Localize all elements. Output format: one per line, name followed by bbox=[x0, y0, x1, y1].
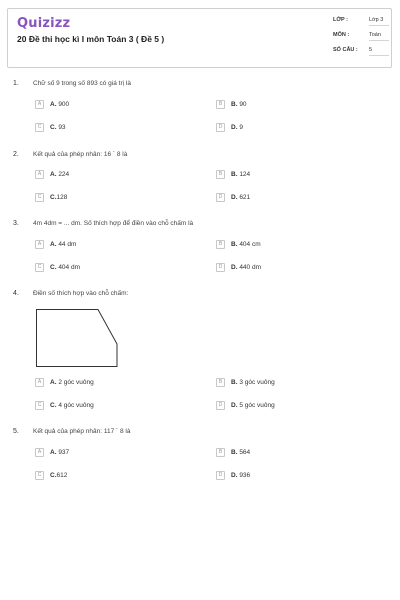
meta-count-line bbox=[369, 55, 389, 56]
meta-subject-line bbox=[369, 40, 389, 41]
question-3-option-a[interactable] bbox=[35, 239, 76, 249]
question-5-text: Kết quả của phép nhân: 117 ´ 8 là bbox=[33, 428, 131, 435]
question-3-text: 4m 4dm = ... dm. Số thích hợp để điền vào chỗ chấm là bbox=[33, 220, 194, 227]
option-letter: B bbox=[216, 170, 225, 179]
option-text: 224 bbox=[58, 170, 70, 178]
meta-subject-key: MÔN : bbox=[333, 32, 350, 38]
question-5-option-d[interactable] bbox=[216, 470, 250, 480]
option-letter: C bbox=[35, 123, 44, 132]
option-text: 937 bbox=[58, 448, 70, 456]
option-label: A. bbox=[50, 448, 57, 456]
meta-subject-value: Toán bbox=[369, 32, 381, 38]
question-3-option-c[interactable] bbox=[35, 262, 80, 272]
question-4-option-c[interactable] bbox=[35, 400, 94, 410]
option-letter: B bbox=[216, 240, 225, 249]
option-letter: C bbox=[35, 471, 44, 480]
option-letter: A bbox=[35, 240, 44, 249]
question-5-option-b[interactable] bbox=[216, 447, 250, 457]
option-label: A. bbox=[50, 378, 57, 386]
question-5-number: 5. bbox=[13, 428, 19, 435]
option-text: 9 bbox=[239, 123, 243, 131]
option-label: D. bbox=[231, 123, 238, 131]
option-letter: B bbox=[216, 448, 225, 457]
option-label: D. bbox=[231, 263, 238, 271]
option-letter: A bbox=[35, 448, 44, 457]
meta-class-key: LỚP : bbox=[333, 17, 348, 23]
option-letter: D bbox=[216, 401, 225, 410]
meta-count-key: SỐ CÂU : bbox=[333, 47, 358, 53]
option-letter: C bbox=[35, 193, 44, 202]
meta-count-value: 5 bbox=[369, 47, 373, 53]
question-2-option-a[interactable] bbox=[35, 169, 69, 179]
question-4-option-b[interactable] bbox=[216, 377, 275, 387]
option-letter: A bbox=[35, 170, 44, 179]
option-label: B. bbox=[231, 448, 238, 456]
option-letter: B bbox=[216, 378, 225, 387]
option-label: D. bbox=[231, 471, 238, 479]
worksheet-header bbox=[7, 8, 392, 68]
option-label: B. bbox=[231, 378, 238, 386]
quizizz-logo: Quizizz bbox=[17, 16, 71, 31]
question-1-option-a[interactable] bbox=[35, 99, 69, 109]
question-5-option-c[interactable] bbox=[35, 470, 67, 480]
question-4-option-a[interactable] bbox=[35, 377, 94, 387]
option-label: C. bbox=[50, 193, 57, 201]
option-label: A. bbox=[50, 240, 57, 248]
option-text: 90 bbox=[239, 100, 247, 108]
option-label: B. bbox=[231, 100, 238, 108]
question-2-text: Kết quả của phép nhân: 16 ´ 8 là bbox=[33, 151, 128, 158]
question-2-option-b[interactable] bbox=[216, 169, 250, 179]
question-4-text: Điền số thích hợp vào chỗ chấm: bbox=[33, 290, 129, 297]
option-label: D. bbox=[231, 193, 238, 201]
question-4-polygon-figure bbox=[35, 308, 119, 368]
question-3-number: 3. bbox=[13, 220, 19, 227]
option-letter: D bbox=[216, 123, 225, 132]
option-text: 4 góc vuông bbox=[58, 401, 94, 409]
question-1-option-d[interactable] bbox=[216, 122, 243, 132]
option-letter: A bbox=[35, 378, 44, 387]
option-letter: C bbox=[35, 401, 44, 410]
question-3-option-d[interactable] bbox=[216, 262, 261, 272]
question-1-text: Chữ số 9 trong số 893 có giá trị là bbox=[33, 80, 131, 87]
option-letter: D bbox=[216, 263, 225, 272]
option-label: A. bbox=[50, 100, 57, 108]
option-label: C. bbox=[50, 401, 57, 409]
option-letter: B bbox=[216, 100, 225, 109]
option-letter: D bbox=[216, 471, 225, 480]
option-text: 612 bbox=[56, 471, 68, 479]
option-text: 404 dm bbox=[58, 263, 80, 271]
option-label: B. bbox=[231, 170, 238, 178]
option-text: 3 góc vuông bbox=[239, 378, 275, 386]
question-2-option-d[interactable] bbox=[216, 192, 250, 202]
option-text: 621 bbox=[239, 193, 251, 201]
option-text: 936 bbox=[239, 471, 251, 479]
option-label: D. bbox=[231, 401, 238, 409]
question-4-option-d[interactable] bbox=[216, 400, 275, 410]
option-text: 564 bbox=[239, 448, 251, 456]
option-text: 93 bbox=[58, 123, 66, 131]
question-2-number: 2. bbox=[13, 151, 19, 158]
option-letter: C bbox=[35, 263, 44, 272]
option-label: C. bbox=[50, 471, 57, 479]
option-text: 404 cm bbox=[239, 240, 261, 248]
question-1-option-c[interactable] bbox=[35, 122, 66, 132]
option-label: C. bbox=[50, 263, 57, 271]
option-text: 124 bbox=[239, 170, 251, 178]
option-text: 900 bbox=[58, 100, 70, 108]
question-1-option-b[interactable] bbox=[216, 99, 247, 109]
option-label: B. bbox=[231, 240, 238, 248]
question-2-option-c[interactable] bbox=[35, 192, 67, 202]
question-3-option-b[interactable] bbox=[216, 239, 261, 249]
option-letter: A bbox=[35, 100, 44, 109]
option-label: C. bbox=[50, 123, 57, 131]
option-text: 128 bbox=[56, 193, 68, 201]
option-text: 5 góc vuông bbox=[239, 401, 275, 409]
question-5-option-a[interactable] bbox=[35, 447, 69, 457]
option-letter: D bbox=[216, 193, 225, 202]
question-1-number: 1. bbox=[13, 80, 19, 87]
meta-class-line bbox=[369, 25, 389, 26]
worksheet-title: 20 Đề thi học kì I môn Toán 3 ( Đề 5 ) bbox=[17, 34, 165, 44]
option-text: 440 dm bbox=[239, 263, 261, 271]
option-text: 44 dm bbox=[58, 240, 77, 248]
meta-class-value: Lớp 3 bbox=[369, 17, 384, 23]
option-text: 2 góc vuông bbox=[58, 378, 94, 386]
option-label: A. bbox=[50, 170, 57, 178]
question-4-number: 4. bbox=[13, 290, 19, 297]
